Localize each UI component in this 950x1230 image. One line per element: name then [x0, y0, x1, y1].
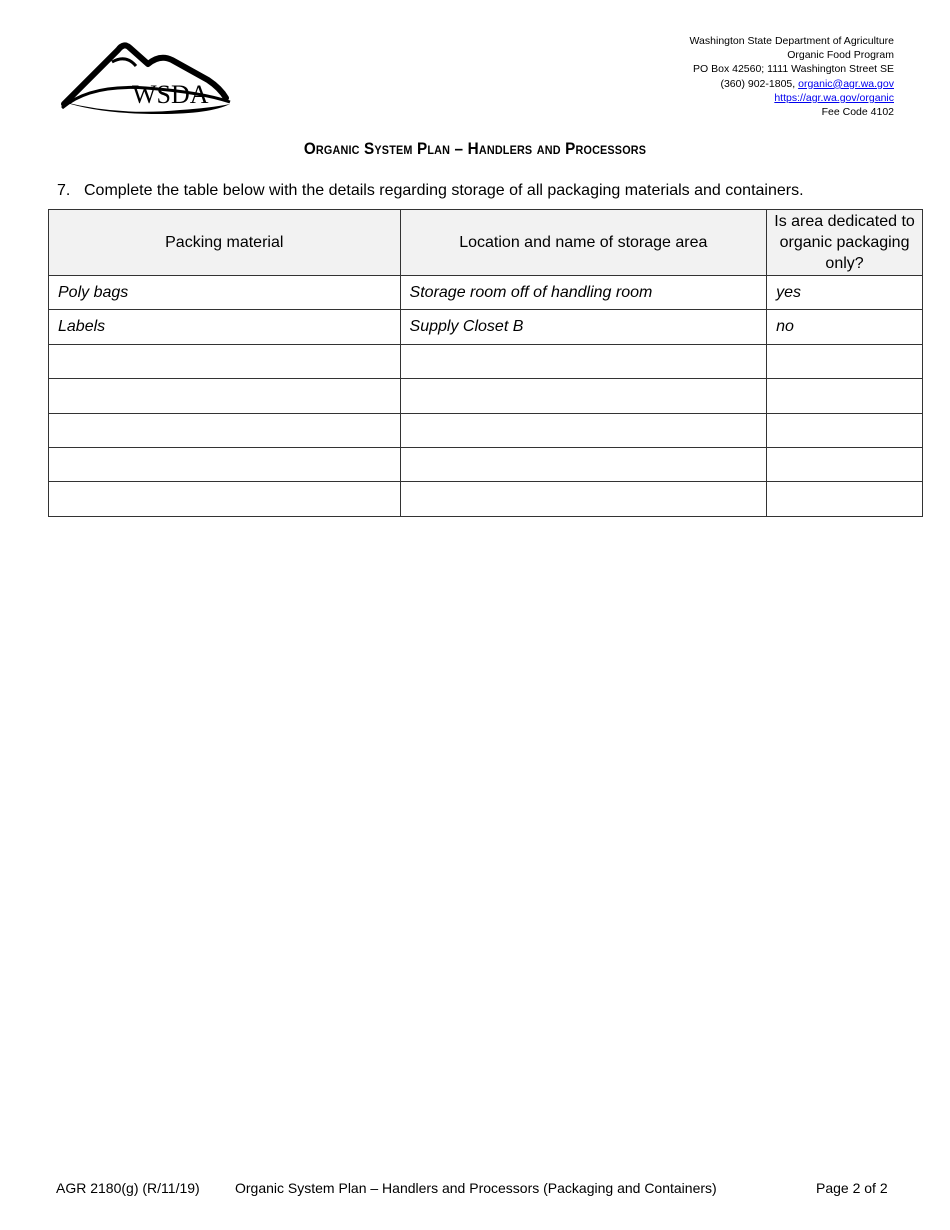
- cell-storage-location[interactable]: [400, 447, 767, 481]
- cell-organic-dedicated[interactable]: [767, 447, 923, 481]
- table-row: [49, 310, 923, 344]
- cell-packing-material[interactable]: [49, 344, 401, 378]
- table-row: [49, 379, 923, 413]
- footer-doc-title: Organic System Plan – Handlers and Processors (Packaging and Containers): [235, 1180, 717, 1196]
- col-organic-dedicated: Is area dedicated to organic packaging only?: [767, 210, 923, 276]
- logo-text: WSDA: [132, 80, 209, 109]
- question-text: Complete the table below with the details regarding storage of all packaging materials and containers.: [84, 182, 804, 199]
- table-row: [49, 447, 923, 481]
- page-number: Page 2 of 2: [816, 1180, 888, 1196]
- wsda-logo: [60, 38, 232, 114]
- cell-organic-dedicated[interactable]: [767, 344, 923, 378]
- cell-storage-location[interactable]: [400, 482, 767, 516]
- cell-packing-material[interactable]: [49, 482, 401, 516]
- cell-storage-location[interactable]: [400, 379, 767, 413]
- cell-organic-dedicated[interactable]: no: [767, 310, 923, 344]
- cell-organic-dedicated[interactable]: [767, 413, 923, 447]
- website-line: [690, 91, 894, 105]
- form-code: AGR 2180(g) (R/11/19): [56, 1180, 200, 1196]
- table-header-row: [49, 210, 923, 276]
- cell-organic-dedicated[interactable]: [767, 482, 923, 516]
- mailing-address: PO Box 42560; 1111 Washington Street SE: [693, 63, 894, 76]
- col-packing-material: Packing material: [49, 210, 401, 276]
- program-name: Organic Food Program: [787, 49, 894, 62]
- cell-packing-material[interactable]: Poly bags: [49, 276, 401, 310]
- page-title: Organic System Plan – Handlers and Processors: [303, 139, 647, 158]
- agency-contact-block: [690, 34, 894, 119]
- cell-storage-location[interactable]: [400, 413, 767, 447]
- fee-code: Fee Code 4102: [821, 106, 894, 119]
- cell-packing-material[interactable]: [49, 447, 401, 481]
- agency-name: Washington State Department of Agriculture: [689, 35, 894, 47]
- packaging-storage-table: [48, 209, 923, 517]
- cell-packing-material[interactable]: [49, 379, 401, 413]
- cell-organic-dedicated[interactable]: yes: [767, 276, 923, 310]
- phone-email-line: [690, 77, 894, 91]
- question-number: 7.: [57, 182, 71, 199]
- cell-packing-material[interactable]: [49, 413, 401, 447]
- phone-number: (360) 902-1805,: [720, 77, 796, 90]
- table-row: [49, 482, 923, 516]
- cell-storage-location[interactable]: [400, 344, 767, 378]
- table-row: [49, 276, 923, 310]
- question-7: [57, 182, 804, 200]
- website-link[interactable]: https://agr.wa.gov/organic: [774, 91, 894, 104]
- col-storage-location: Location and name of storage area: [400, 210, 767, 276]
- email-link[interactable]: organic@agr.wa.gov: [798, 77, 894, 90]
- cell-packing-material[interactable]: Labels: [49, 310, 401, 344]
- table-row: [49, 344, 923, 378]
- table-row: [49, 413, 923, 447]
- cell-storage-location[interactable]: Supply Closet B: [400, 310, 767, 344]
- cell-storage-location[interactable]: Storage room off of handling room: [400, 276, 767, 310]
- cell-organic-dedicated[interactable]: [767, 379, 923, 413]
